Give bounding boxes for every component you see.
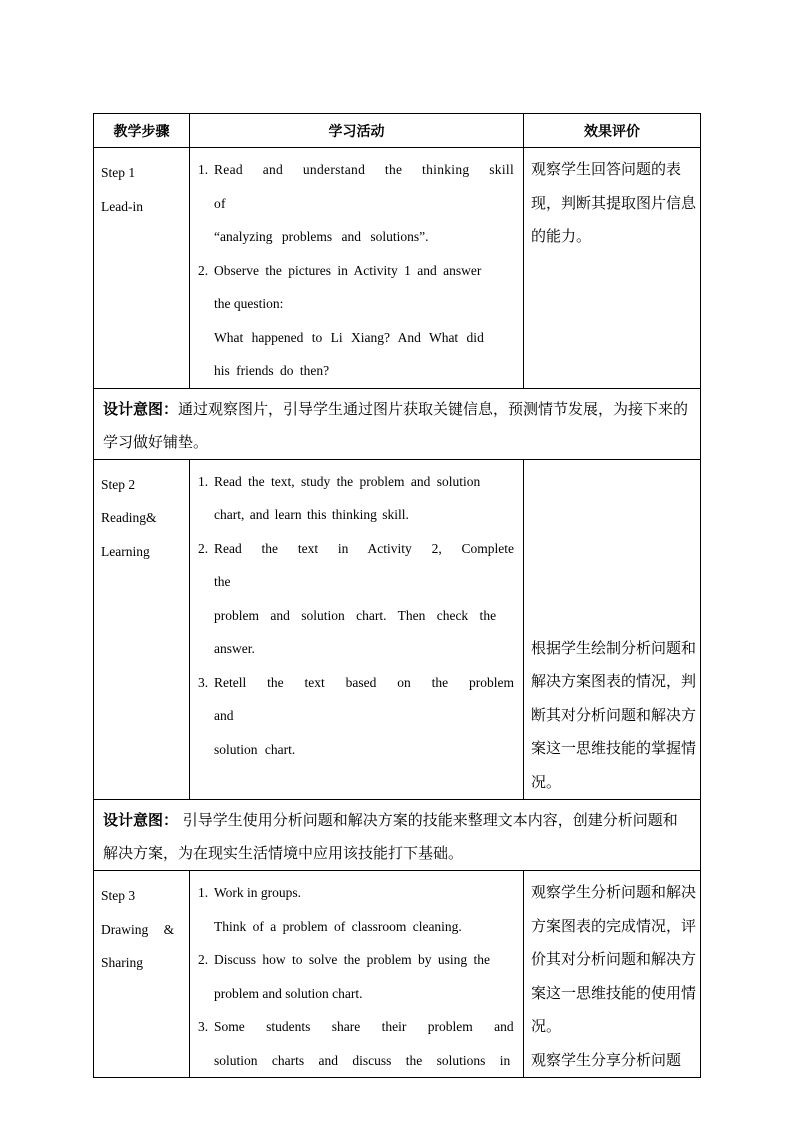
activity-item: 2. Observe the pictures in Activity 1 and answer the question: What happened to Li Xiang? And What did his friends do then? [198, 262, 484, 378]
step-name: Reading& [101, 510, 157, 525]
header-evaluation: 效果评价 [524, 114, 701, 148]
step-cell [94, 459, 190, 800]
step-number: Step 3 [101, 888, 136, 903]
step-cell [94, 871, 190, 1078]
activity-item: 3. Retell the text based on the problem and solution chart. [198, 674, 514, 757]
design-intent-row [94, 800, 701, 871]
activity-item: 2. Discuss how to solve the problem by using the problem and solution chart. [198, 952, 490, 1001]
evaluation-cell: 观察学生回答问题的表现，判断其提取图片信息的能力。 [524, 148, 701, 389]
header-activities: 学习活动 [190, 114, 524, 148]
activities-cell [190, 459, 524, 800]
table-header-row [94, 114, 701, 148]
step-name-line2: Learning [101, 543, 150, 559]
step-name: Lead-in [101, 198, 143, 214]
activity-item: 1. Read and understand the thinking skill of “analyzing problems and solutions”. [198, 162, 514, 244]
activity-item: 1. Read the text, study the problem and solution chart, and learn this thinking skill. [198, 473, 481, 522]
step-cell [94, 148, 190, 389]
evaluation-cell: 观察学生分析问题和解决方案图表的完成情况，评价其对分析问题和解决方案这一思维技能的使用情况。 观察学生分享分析问题 [524, 871, 701, 1078]
design-intent-text: 通过观察图片，引导学生通过图片获取关键信息，预测情节发展，为接下来的学习做好铺垫。 [103, 399, 689, 451]
design-intent-label: 设计意图： [103, 811, 179, 829]
lesson-plan-table [93, 113, 701, 1078]
design-intent-label: 设计意图： [103, 399, 179, 418]
table-row [94, 148, 701, 389]
activities-cell [190, 871, 524, 1078]
table-row [94, 459, 701, 800]
evaluation-cell: 根据学生绘制分析问题和解决方案图表的情况，判断其对分析问题和解决方案这一思维技能的掌握情况。 [524, 459, 701, 800]
activity-item: 2. Read the text in Activity 2, Complete the problem and solution chart. Then check the answer. [198, 540, 514, 656]
step-number: Step 1 [101, 165, 136, 180]
activities-cell [190, 148, 524, 389]
design-intent-row [94, 388, 701, 459]
header-steps: 教学步骤 [94, 114, 190, 148]
step-number: Step 2 [101, 476, 136, 492]
activity-item: 1. Work in groups. Think of a problem of classroom cleaning. [198, 885, 462, 934]
step-name-line2: Sharing [101, 955, 143, 970]
design-intent-cell [94, 800, 701, 871]
activity-item: 3. Some students share their problem and solution charts and discuss the solutions in [198, 1019, 514, 1068]
table-row [94, 871, 701, 1078]
design-intent-text: 引导学生使用分析问题和解决方案的技能来整理文本内容，创建分析问题和解决方案，为在现实生活情境中应用该技能打下基础。 [103, 811, 678, 862]
design-intent-cell [94, 388, 701, 459]
step-name: Drawing & [101, 921, 175, 937]
